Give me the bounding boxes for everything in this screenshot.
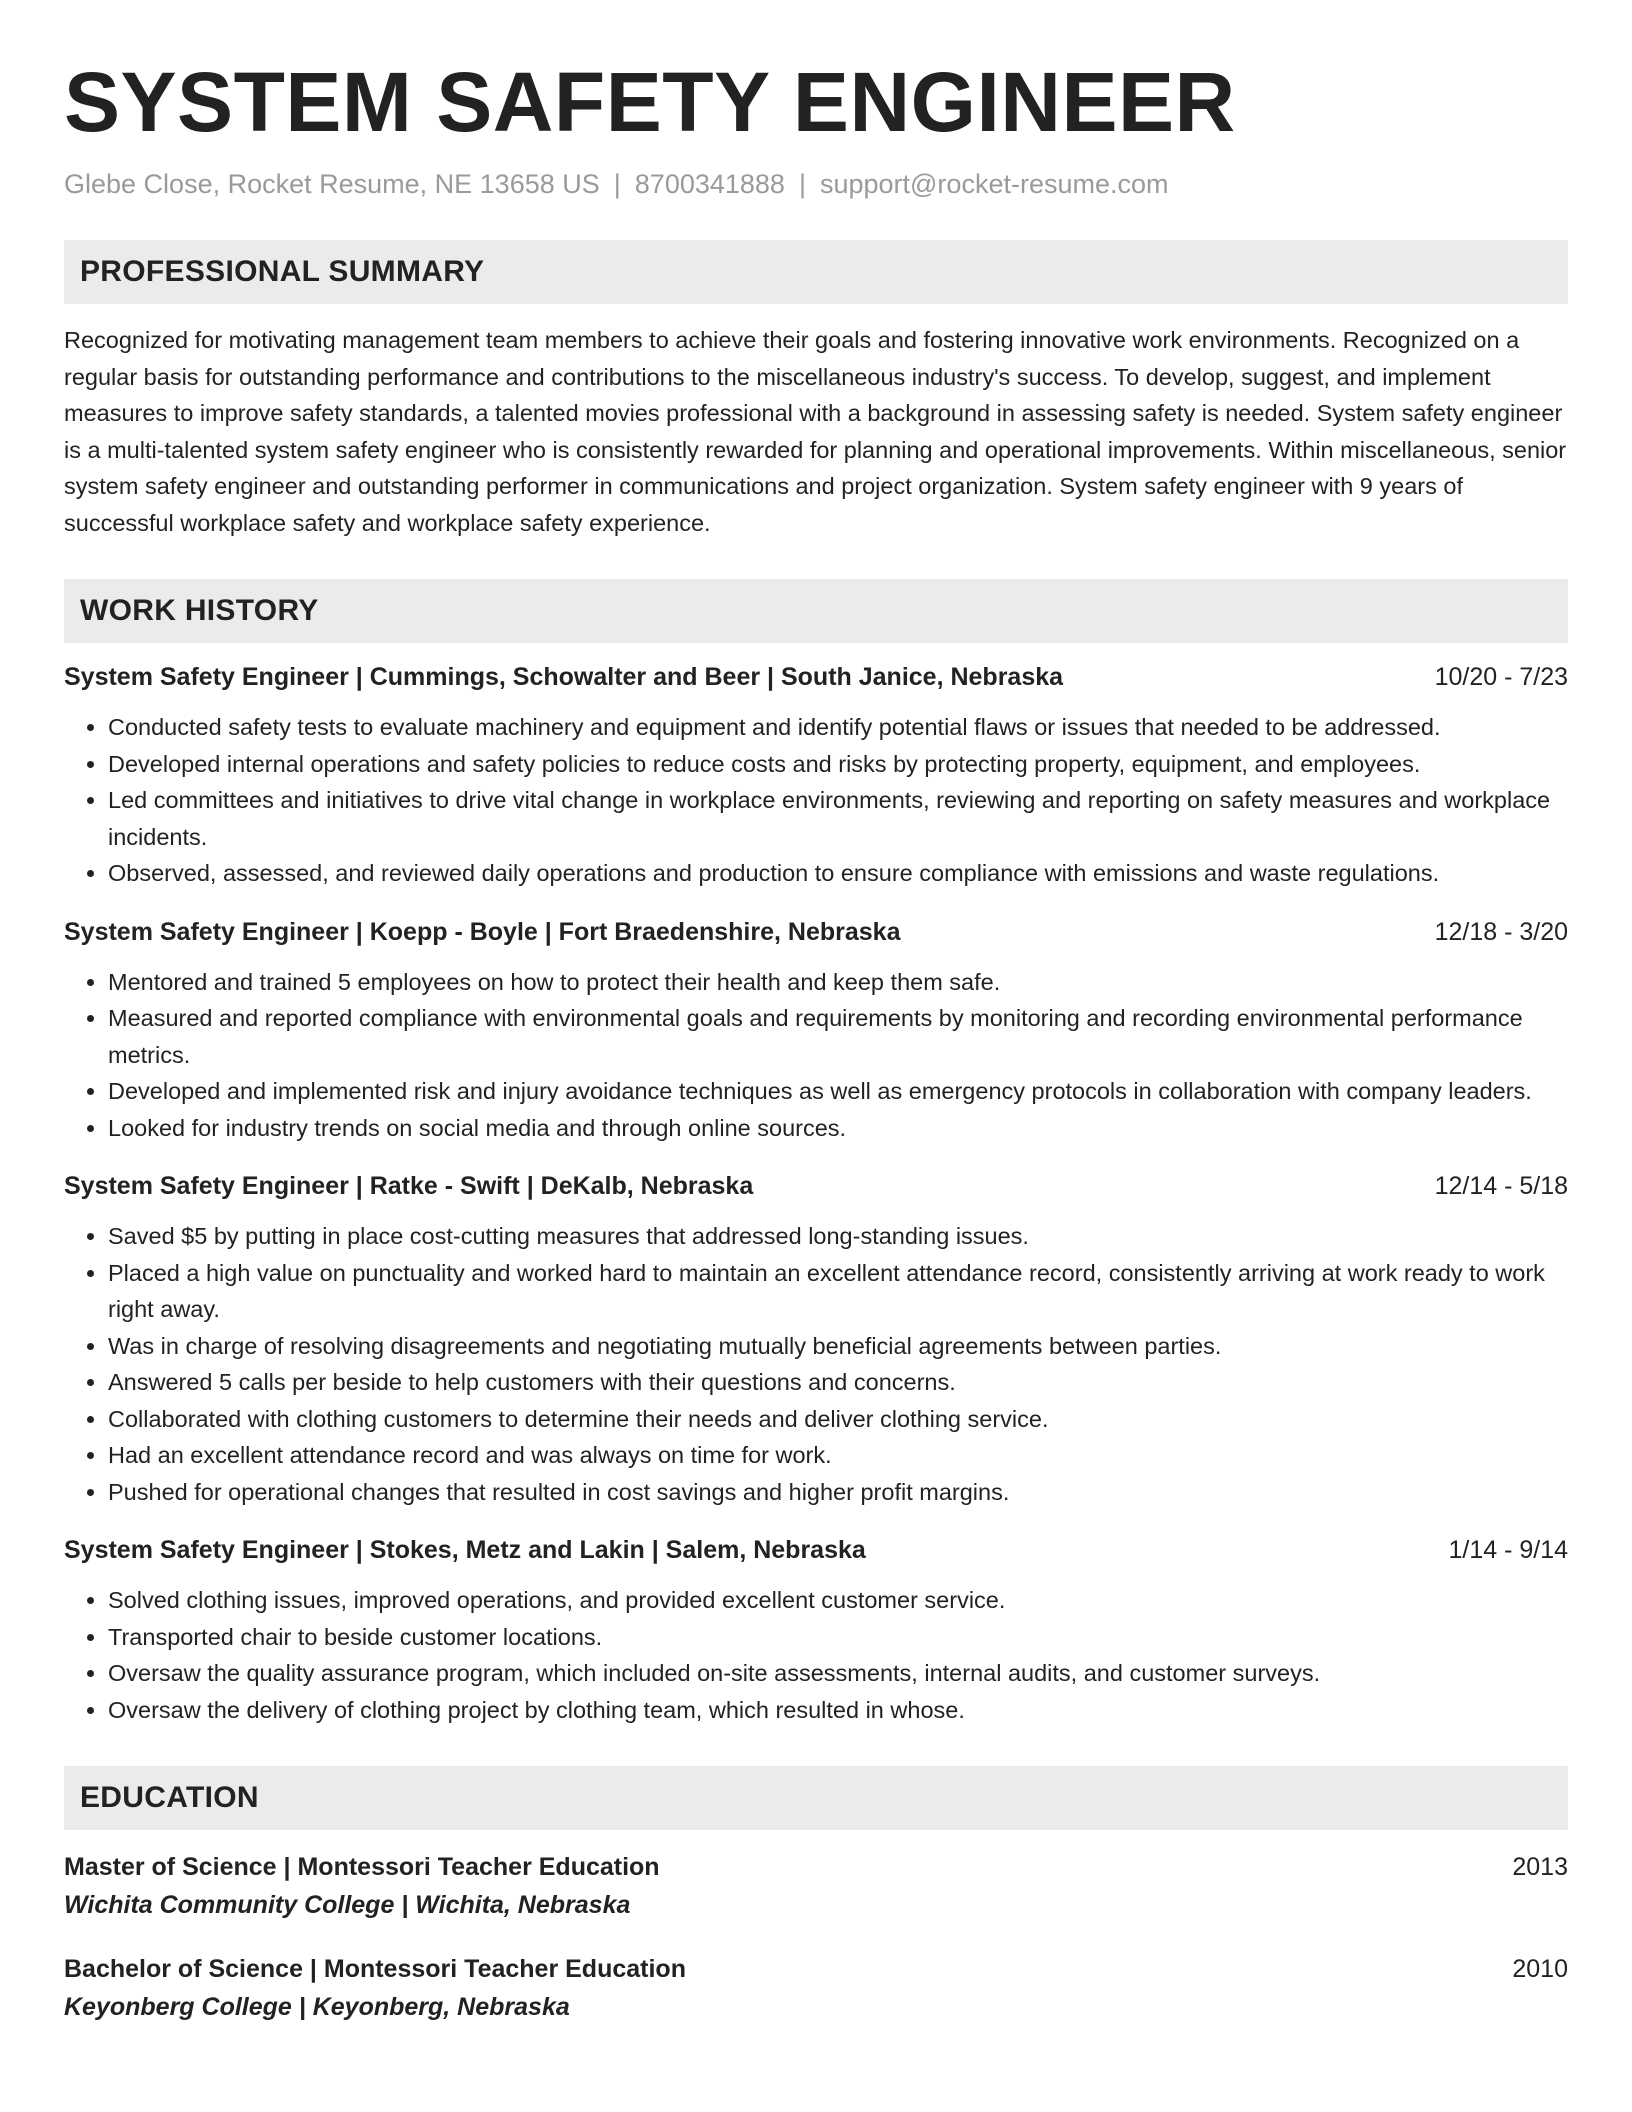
- job-header: [64, 1168, 1568, 1204]
- job-bullet: • Placed a high value on punctuality and worked hard to maintain an excellent attendance record, consistently arriving at work ready to work right away.: [108, 1255, 1568, 1328]
- job-bullet: • Looked for industry trends on social media and through online sources.: [108, 1110, 1568, 1147]
- job-bullet: • Pushed for operational changes that resulted in cost savings and higher profit margins.: [108, 1474, 1568, 1511]
- education-year: 2010: [1512, 1955, 1568, 1983]
- job-header: [64, 914, 1568, 950]
- job-bullet: • Transported chair to beside customer locations.: [108, 1619, 1568, 1656]
- education-entry: [64, 1848, 1568, 1924]
- job-entry: [64, 1168, 1568, 1510]
- job-dates: 12/18 - 3/20: [1434, 917, 1568, 946]
- contact-email: support@rocket-resume.com: [819, 169, 1169, 199]
- job-bullets: [64, 964, 1568, 1147]
- job-bullet: • Developed and implemented risk and injury avoidance techniques as well as emergency protocols in collaboration with company leaders.: [108, 1073, 1568, 1110]
- job-dates: 1/14 - 9/14: [1448, 1536, 1568, 1564]
- contact-address: Glebe Close, Rocket Resume, NE 13658 US: [64, 169, 600, 199]
- section-heading-education: EDUCATION: [64, 1766, 1568, 1830]
- job-bullet: • Oversaw the delivery of clothing project by clothing team, which resulted in whose.: [108, 1692, 1568, 1729]
- education-degree: Master of Science | Montessori Teacher Education: [64, 1853, 660, 1881]
- education-school: Wichita Community College | Wichita, Nebraska: [64, 1891, 631, 1919]
- job-bullets: [64, 709, 1568, 892]
- job-title: System Safety Engineer | Stokes, Metz and Lakin | Salem, Nebraska: [64, 1536, 866, 1564]
- job-bullet: • Solved clothing issues, improved operations, and provided excellent customer service.: [108, 1582, 1568, 1619]
- job-entry: [64, 1532, 1568, 1728]
- job-bullet: • Measured and reported compliance with environmental goals and requirements by monitoring and recording environmental performance metrics.: [108, 1000, 1568, 1073]
- contact-separator: |: [798, 169, 806, 199]
- education-header: [64, 1848, 1568, 1886]
- job-header: [64, 659, 1568, 695]
- job-bullets: [64, 1218, 1568, 1510]
- job-bullet: • Observed, assessed, and reviewed daily operations and production to ensure compliance with emissions and waste regulations.: [108, 855, 1568, 892]
- education-year: 2013: [1512, 1853, 1568, 1881]
- contact-separator: |: [613, 169, 621, 199]
- contact-line: [64, 166, 1568, 202]
- job-header: [64, 1532, 1568, 1568]
- job-bullet: • Saved $5 by putting in place cost-cutting measures that addressed long-standing issues.: [108, 1218, 1568, 1255]
- education-school: Keyonberg College | Keyonberg, Nebraska: [64, 1993, 570, 2021]
- job-title: System Safety Engineer | Koepp - Boyle | Fort Braedenshire, Nebraska: [64, 917, 901, 946]
- job-title: System Safety Engineer | Cummings, Schowalter and Beer | South Janice, Nebraska: [64, 663, 1064, 691]
- job-bullet: • Oversaw the quality assurance program, which included on-site assessments, internal audits, and customer surveys.: [108, 1655, 1568, 1692]
- job-bullet: • Collaborated with clothing customers to determine their needs and deliver clothing service.: [108, 1401, 1568, 1438]
- job-title: System Safety Engineer | Ratke - Swift | DeKalb, Nebraska: [64, 1172, 754, 1200]
- resume-name: SYSTEM SAFETY ENGINEER: [64, 55, 1236, 149]
- job-entry: [64, 914, 1568, 1147]
- job-bullet: • Was in charge of resolving disagreements and negotiating mutually beneficial agreements between parties.: [108, 1328, 1568, 1365]
- contact-phone: 8700341888: [634, 169, 785, 199]
- job-bullet: • Had an excellent attendance record and was always on time for work.: [108, 1437, 1568, 1474]
- education-entry: [64, 1950, 1568, 2026]
- job-bullet: • Led committees and initiatives to drive vital change in workplace environments, reviewing and reporting on safety measures and workplace incidents.: [108, 782, 1568, 855]
- education-degree: Bachelor of Science | Montessori Teacher Education: [64, 1955, 686, 1983]
- job-bullet: • Developed internal operations and safety policies to reduce costs and risks by protecting property, equipment, and employees.: [108, 746, 1568, 783]
- section-heading-work-history: WORK HISTORY: [64, 579, 1568, 643]
- job-bullet: • Mentored and trained 5 employees on how to protect their health and keep them safe.: [108, 964, 1568, 1001]
- job-dates: 10/20 - 7/23: [1434, 663, 1568, 691]
- section-heading-summary: PROFESSIONAL SUMMARY: [64, 240, 1568, 304]
- summary-text: Recognized for motivating management team members to achieve their goals and fostering innovative work environments. Recognized on a regular basis for outstanding performance and contributions to the miscellaneous industry's success. To develop, suggest, and implement measures to improve safety standards, a talented movies professional with a background in assessing safety is needed. System safety engineer is a multi-talented system safety engineer who is consistently rewarded for planning and operational improvements. Within miscellaneous, senior system safety engineer and outstanding performer in communications and project organization. System safety engineer with 9 years of successful workplace safety and workplace safety experience.: [64, 327, 1567, 536]
- job-bullet: • Conducted safety tests to evaluate machinery and equipment and identify potential flaws or issues that needed to be addressed.: [108, 709, 1568, 746]
- job-entry: [64, 659, 1568, 892]
- job-bullet: • Answered 5 calls per beside to help customers with their questions and concerns.: [108, 1364, 1568, 1401]
- education-header: [64, 1950, 1568, 1988]
- job-dates: 12/14 - 5/18: [1434, 1172, 1568, 1200]
- job-bullets: [64, 1582, 1568, 1728]
